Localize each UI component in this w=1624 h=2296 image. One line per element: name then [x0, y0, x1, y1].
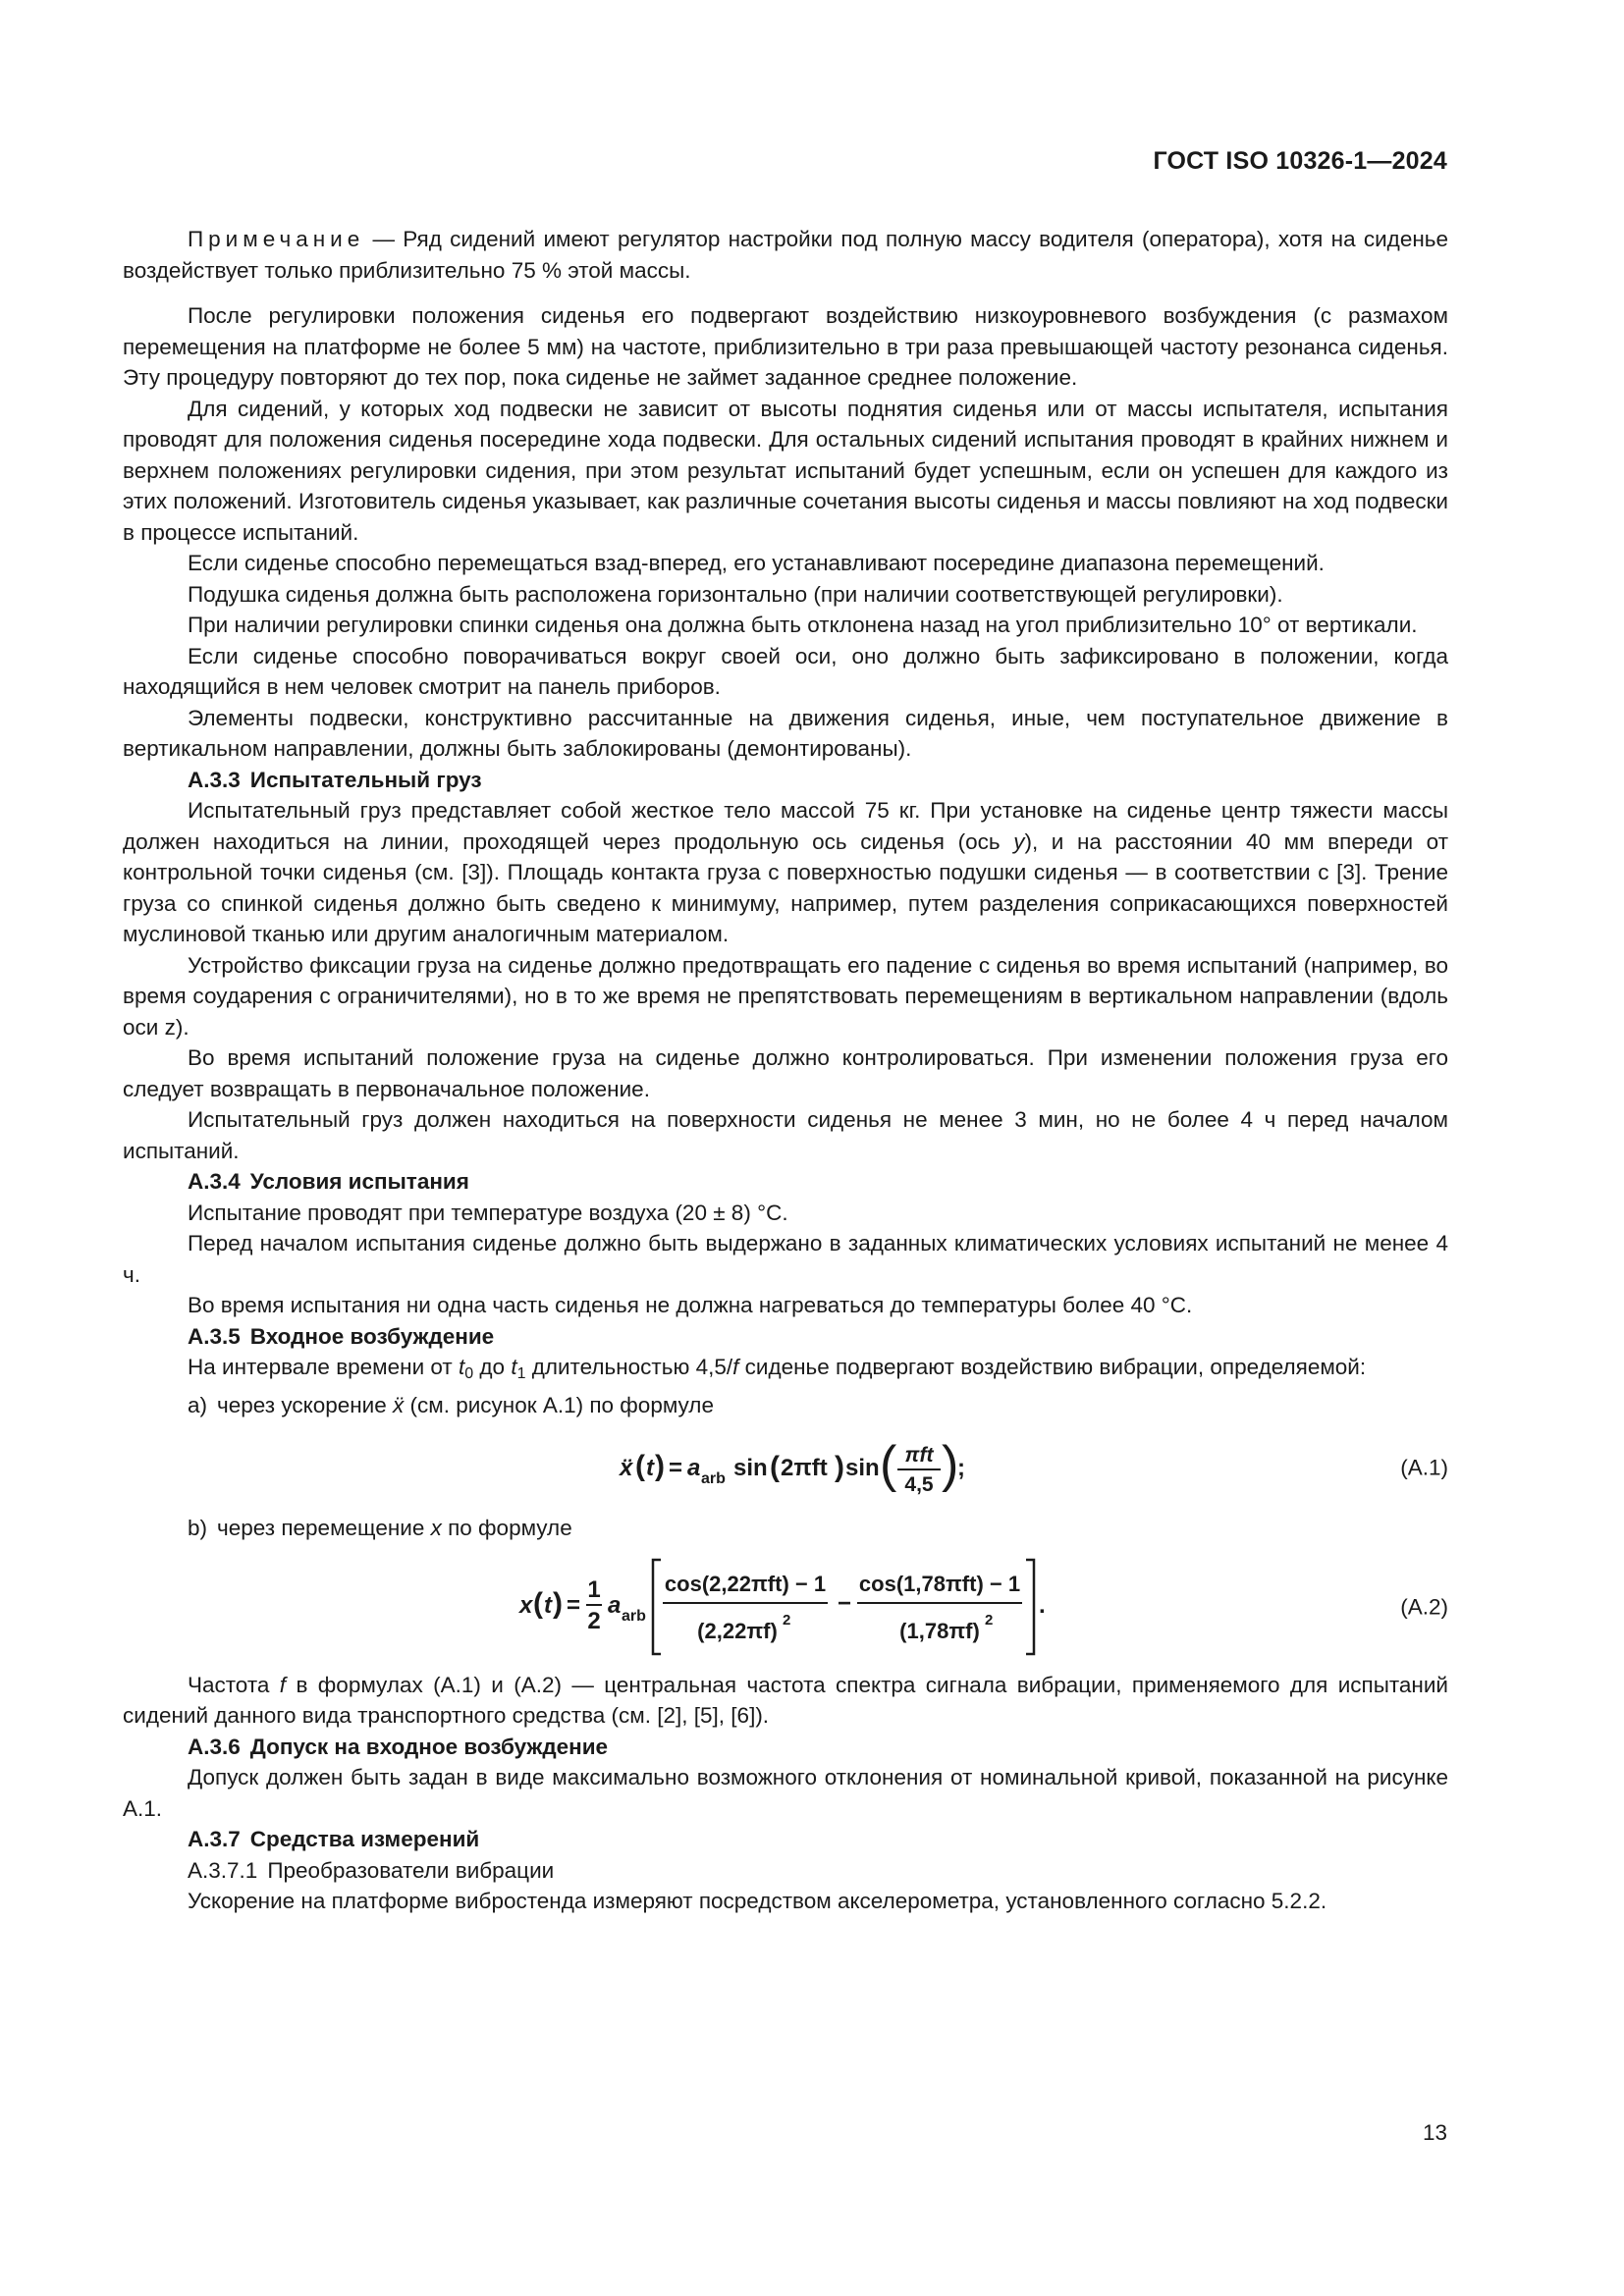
formula-half-num: 1: [587, 1575, 601, 1603]
paragraph: Перед началом испытания сиденье должно быть выдержано в заданных климатических условиях испытаний не менее 4 ч.: [123, 1231, 1448, 1287]
note-paragraph: [123, 224, 1448, 286]
formula-eq: =: [567, 1591, 581, 1619]
paragraph: [123, 795, 1448, 950]
variable: t: [511, 1355, 517, 1379]
formula-number: (A.1): [1400, 1455, 1448, 1480]
paragraph: Подушка сиденья должна быть расположена горизонтально (при наличии соответствующей регулировки).: [188, 581, 1283, 607]
formula-end: .: [1039, 1591, 1046, 1619]
formula-paren: (: [770, 1451, 780, 1483]
note-label: Примечание: [188, 227, 365, 251]
formula-lhs-var: x: [519, 1591, 533, 1619]
section-title: Допуск на входное возбуждение: [249, 1734, 609, 1759]
variable: f: [732, 1355, 739, 1379]
subscript: 0: [464, 1365, 474, 1382]
text-run: через перемещение: [217, 1516, 431, 1540]
text-run: по формуле: [441, 1516, 572, 1540]
text-run: На интервале времени от: [188, 1355, 459, 1379]
list-label: b): [188, 1516, 208, 1540]
section-heading-a34: [123, 1166, 1448, 1198]
section-heading-a33: [123, 765, 1448, 796]
formula-den1: (2,22πf): [697, 1618, 778, 1643]
section-heading-a37: [123, 1824, 1448, 1855]
variable: t: [458, 1355, 465, 1379]
formula-frac-num: πft: [904, 1444, 934, 1467]
paragraph: [123, 1352, 1448, 1390]
variable: ẍ: [393, 1392, 405, 1417]
formula-a1: [123, 1426, 1448, 1509]
formula-paren: (: [635, 1450, 645, 1482]
paragraph: Испытательный груз должен находиться на поверхности сиденья не менее 3 мин, но не более 4 ч перед началом испытаний.: [123, 1107, 1448, 1163]
subscript: 1: [516, 1365, 526, 1382]
formula-a: a: [687, 1455, 701, 1481]
subsection-title: Преобразователи вибрации: [267, 1857, 555, 1883]
paragraph: [123, 1670, 1448, 1732]
section-title: Средства измерений: [249, 1827, 480, 1851]
variable: y: [1013, 828, 1025, 854]
paragraph: Испытание проводят при температуре воздуха (20 ± 8) °С.: [188, 1200, 788, 1225]
formula-end: ;: [957, 1455, 965, 1481]
formula-number: (A.2): [1400, 1593, 1448, 1619]
list-item-a: [123, 1390, 1448, 1421]
formula-paren: ): [835, 1451, 844, 1483]
paragraph: Во время испытаний положение груза на сиденье должно контролироваться. При изменении положения груза его следует возвращать в первоначальное положение.: [123, 1045, 1448, 1101]
formula-a-sub: arb: [701, 1470, 726, 1487]
section-number: A.3.5: [188, 1323, 241, 1349]
list-label: a): [188, 1392, 208, 1417]
formula-lhs-arg: t: [544, 1591, 552, 1619]
list-item-b: [123, 1513, 1448, 1544]
formula-paren: ): [942, 1436, 959, 1493]
text-run: (см. рисунок A.1) по формуле: [404, 1392, 714, 1417]
section-number: A.3.4: [188, 1169, 241, 1194]
section-heading-a36: [123, 1732, 1448, 1763]
section-number: A.3.7: [188, 1827, 241, 1851]
paragraph: Ускорение на платформе вибростенда измеряют посредством акселерометра, установленного согласно 5.2.2.: [188, 1889, 1327, 1913]
formula-a2-graphic: [514, 1552, 1063, 1662]
paragraph: Во время испытания ни одна часть сиденья не должна нагреваться до температуры более 40 °С.: [188, 1293, 1193, 1317]
formula-paren: ): [655, 1450, 665, 1482]
text-run: Частота: [188, 1672, 280, 1697]
formula-a-sub: arb: [622, 1607, 646, 1625]
formula-minus: −: [838, 1589, 852, 1617]
text-run: Испытательный груз представляет собой жесткое тело массой 75 кг. При установке на сиденье центр тяжести массы должен находиться на линии, проходящей через продольную ось сиденья (ось: [123, 798, 1448, 854]
formula-num2: cos(1,78πft) − 1: [858, 1571, 1021, 1596]
variable: f: [279, 1672, 287, 1697]
formula-half-den: 2: [587, 1607, 601, 1634]
section-number: A.3.3: [188, 767, 241, 792]
formula-sin: sin: [845, 1455, 880, 1481]
subsection-heading-a371: [123, 1855, 1448, 1887]
text-run: длительностью 4,5/: [525, 1355, 733, 1379]
paragraph: Допуск должен быть задан в виде максимально возможного отклонения от номинальной кривой, показанной на рисунке A.1.: [123, 1765, 1448, 1821]
section-title: Условия испытания: [249, 1169, 469, 1194]
subsection-number: A.3.7.1: [188, 1857, 258, 1883]
section-heading-a35: [123, 1321, 1448, 1353]
section-title: Входное возбуждение: [249, 1323, 495, 1349]
section-title: Испытательный груз: [249, 767, 482, 792]
formula-paren: (: [880, 1436, 897, 1493]
text-run: сиденье подвергают воздействию вибрации, определяемой:: [738, 1355, 1367, 1379]
page-content: [123, 224, 1448, 1917]
paragraph: Если сиденье способно поворачиваться вокруг своей оси, оно должно быть зафиксировано в положении, когда находящийся в нем человек смотрит на панель приборов.: [123, 643, 1448, 699]
formula-a1-graphic: [614, 1426, 967, 1509]
variable: x: [430, 1516, 442, 1540]
bracket-right: [1026, 1560, 1034, 1654]
paragraph: Устройство фиксации груза на сиденье должно предотвращать его падение с сиденья во время испытаний (например, во время соударения с ограничителями), но в то же время не препятствовать перемещениям в вертикальном направлении (вдоль оси z).: [123, 952, 1448, 1040]
paragraph: Для сидений, у которых ход подвески не зависит от высоты поднятия сиденья или от массы испытателя, испытания проводят для положения сиденья посередине хода подвески. Для остальных сидений испытания проводят в крайних нижнем и верхнем положениях регулировки сидения, при этом результат испытаний будет успешным, если он успешен для каждого из этих положений. Изготовитель сиденья указывает, как различные сочетания высоты сиденья и массы повлияют на ход подвески в процессе испытаний.: [123, 396, 1448, 545]
formula-frac-den: 4,5: [904, 1473, 934, 1496]
formula-paren: ): [553, 1586, 563, 1620]
paragraph: Если сиденье способно перемещаться взад-вперед, его устанавливают посередине диапазона перемещений.: [188, 551, 1325, 575]
section-number: A.3.6: [188, 1734, 241, 1759]
formula-a2: [123, 1552, 1448, 1662]
formula-paren: (: [533, 1586, 543, 1620]
formula-pow: 2: [783, 1611, 791, 1629]
formula-lhs-arg: t: [646, 1455, 654, 1481]
formula-num1: cos(2,22πft) − 1: [664, 1571, 827, 1596]
text-run: ), и на расстоянии 40 мм впереди от контрольной точки сиденья (см. [3]). Площадь контакта груза с поверхностью подушки сиденья — в соответствии с [3]. Трение груза со спинкой сиденья должно быть сведено к минимуму, например, путем разделения соприкасающихся поверхностей муслиновой тканью или другим аналогичным материалом.: [123, 828, 1448, 946]
paragraph: Элементы подвески, конструктивно рассчитанные на движения сиденья, иные, чем поступательное движение в вертикальном направлении, должны быть заблокированы (демонтированы).: [123, 705, 1448, 761]
formula-den2: (1,78πf): [899, 1618, 980, 1643]
text-run: в формулах (A.1) и (A.2) — центральная частота спектра сигнала вибрации, применяемого для испытаний сидений данного вида транспортного средства (см. [2], [5], [6]).: [123, 1672, 1448, 1728]
formula-eq: =: [669, 1455, 683, 1481]
text-run: до: [473, 1355, 512, 1379]
page-number: 13: [1422, 2120, 1447, 2145]
bracket-left: [653, 1560, 661, 1654]
document-header: ГОСТ ISO 10326-1—2024: [1153, 147, 1447, 175]
paragraph: При наличии регулировки спинки сиденья она должна быть отклонена назад на угол приблизительно 10° от вертикали.: [188, 613, 1418, 637]
formula-pow: 2: [985, 1611, 994, 1629]
formula-lhs-var: ẍ: [620, 1455, 633, 1481]
formula-sin: sin: [733, 1455, 768, 1481]
formula-a: a: [608, 1591, 622, 1619]
formula-arg1: 2πft: [781, 1455, 828, 1481]
note-text: — Ряд сидений имеют регулятор настройки под полную массу водителя (оператора), хотя на сиденье воздействует только приблизительно 75 % этой массы.: [123, 227, 1448, 283]
paragraph: После регулировки положения сиденья его подвергают воздействию низкоуровневого возбуждения (с размахом перемещения на платформе не более 5 мм) на частоте, приблизительно в три раза превышающей частоту резонанса сиденья. Эту процедуру повторяют до тех пор, пока сиденье не займет заданное среднее положение.: [123, 303, 1448, 390]
text-run: через ускорение: [217, 1392, 393, 1417]
